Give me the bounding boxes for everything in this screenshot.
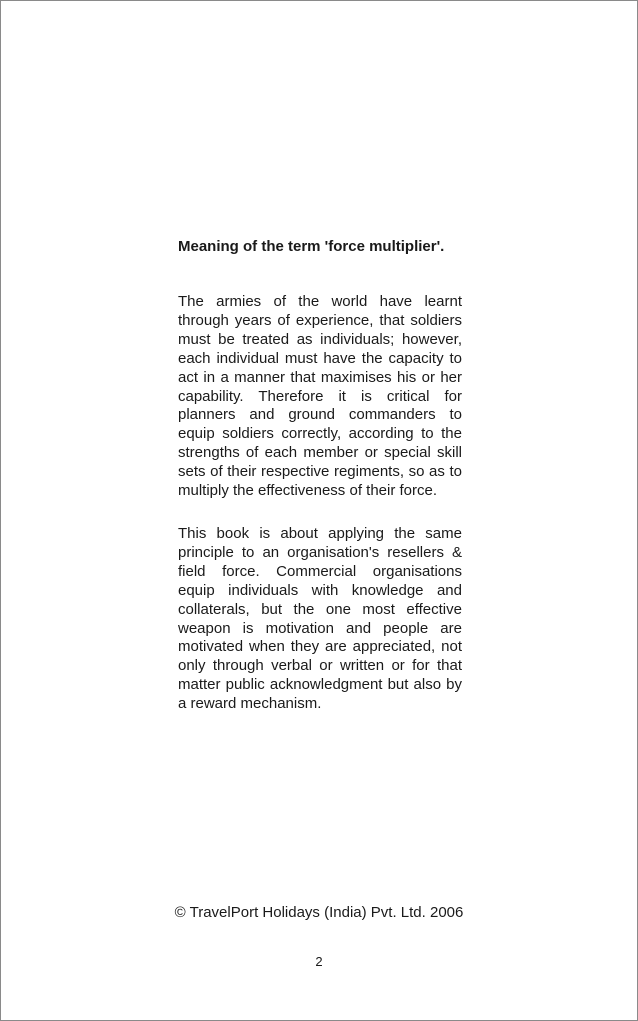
copyright-notice: © TravelPort Holidays (India) Pvt. Ltd. 2006 [174, 904, 464, 921]
paragraph-book-purpose: This book is about applying the same principle to an organisation's resellers & field force. Commercial organisations equip individuals with knowledge and collaterals, but the one most effective weapon is motivation and people are motivated when they are appreciated, not only through verbal or written or for that matter public acknowledgment but also by a reward mechanism. [178, 525, 462, 713]
page-number: 2 [315, 954, 323, 969]
section-heading: Meaning of the term 'force multiplier'. [178, 238, 445, 255]
paragraph-armies: The armies of the world have learnt through years of experience, that soldiers must be treated as individuals; however, each individual must have the capacity to act in a manner that maximises his or her capability. Therefore it is critical for planners and ground commanders to equip soldiers correctly, according to the strengths of each member or special skill sets of their respective regiments, so as to multiply the effectiveness of their force. [178, 293, 462, 500]
